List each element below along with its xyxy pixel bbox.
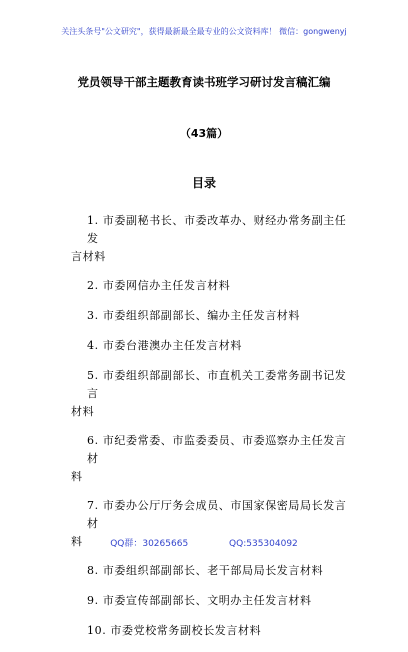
- toc-item-text-cont: 料: [71, 535, 83, 548]
- article-count: （43篇）: [179, 127, 229, 140]
- toc-item[interactable]: [87, 337, 357, 355]
- toc-item-text: 10. 市委党校常务副校长发言材料: [87, 624, 262, 637]
- toc-item-text: 3. 市委组织部副部长、编办主任发言材料: [87, 309, 300, 322]
- toc-item-text: 1. 市委副秘书长、市委改革办、财经办常务副主任发: [87, 214, 347, 245]
- toc-item[interactable]: [71, 432, 357, 486]
- toc-heading: 目录: [191, 176, 216, 190]
- toc-item-text: 8. 市委组织部副部长、老干部局局长发言材料: [87, 564, 324, 577]
- footer-qq-group: QQ群：30265665: [110, 539, 189, 549]
- toc-item-text: 6. 市纪委常委、市监委委员、市委巡察办主任发言材: [87, 434, 347, 465]
- toc-item-text-cont: 材料: [71, 405, 95, 418]
- header-note: 关注头条号"公文研究"，获得最新最全最专业的公文资料库！ 微信：gongwenyj: [61, 27, 347, 36]
- toc-item-text: 5. 市委组织部副部长、市直机关工委常务副书记发言: [87, 369, 347, 400]
- toc-item[interactable]: [87, 307, 357, 325]
- toc-item-text: 4. 市委台港澳办主任发言材料: [87, 339, 242, 352]
- document-title: 党员领导干部主题教育读书班学习研讨发言稿汇编: [77, 75, 331, 89]
- toc-item[interactable]: [87, 592, 357, 610]
- toc-item-text: 7. 市委办公厅厅务会成员、市国家保密局局长发言材: [87, 499, 347, 530]
- toc-item-text: 2. 市委网信办主任发言材料: [87, 279, 231, 292]
- toc-item-text-cont: 料: [71, 470, 83, 483]
- toc-item[interactable]: [87, 277, 357, 295]
- toc-item-text: 9. 市委宣传部副部长、文明办主任发言材料: [87, 594, 312, 607]
- table-of-contents: [71, 212, 357, 652]
- toc-item[interactable]: [87, 622, 357, 640]
- toc-item[interactable]: [87, 562, 357, 580]
- toc-item[interactable]: [71, 367, 357, 421]
- footer-note: [0, 536, 408, 549]
- toc-item-text-cont: 言材料: [71, 250, 106, 263]
- toc-item[interactable]: [71, 212, 357, 266]
- footer-qq-contact: QQ:535304092: [229, 539, 298, 549]
